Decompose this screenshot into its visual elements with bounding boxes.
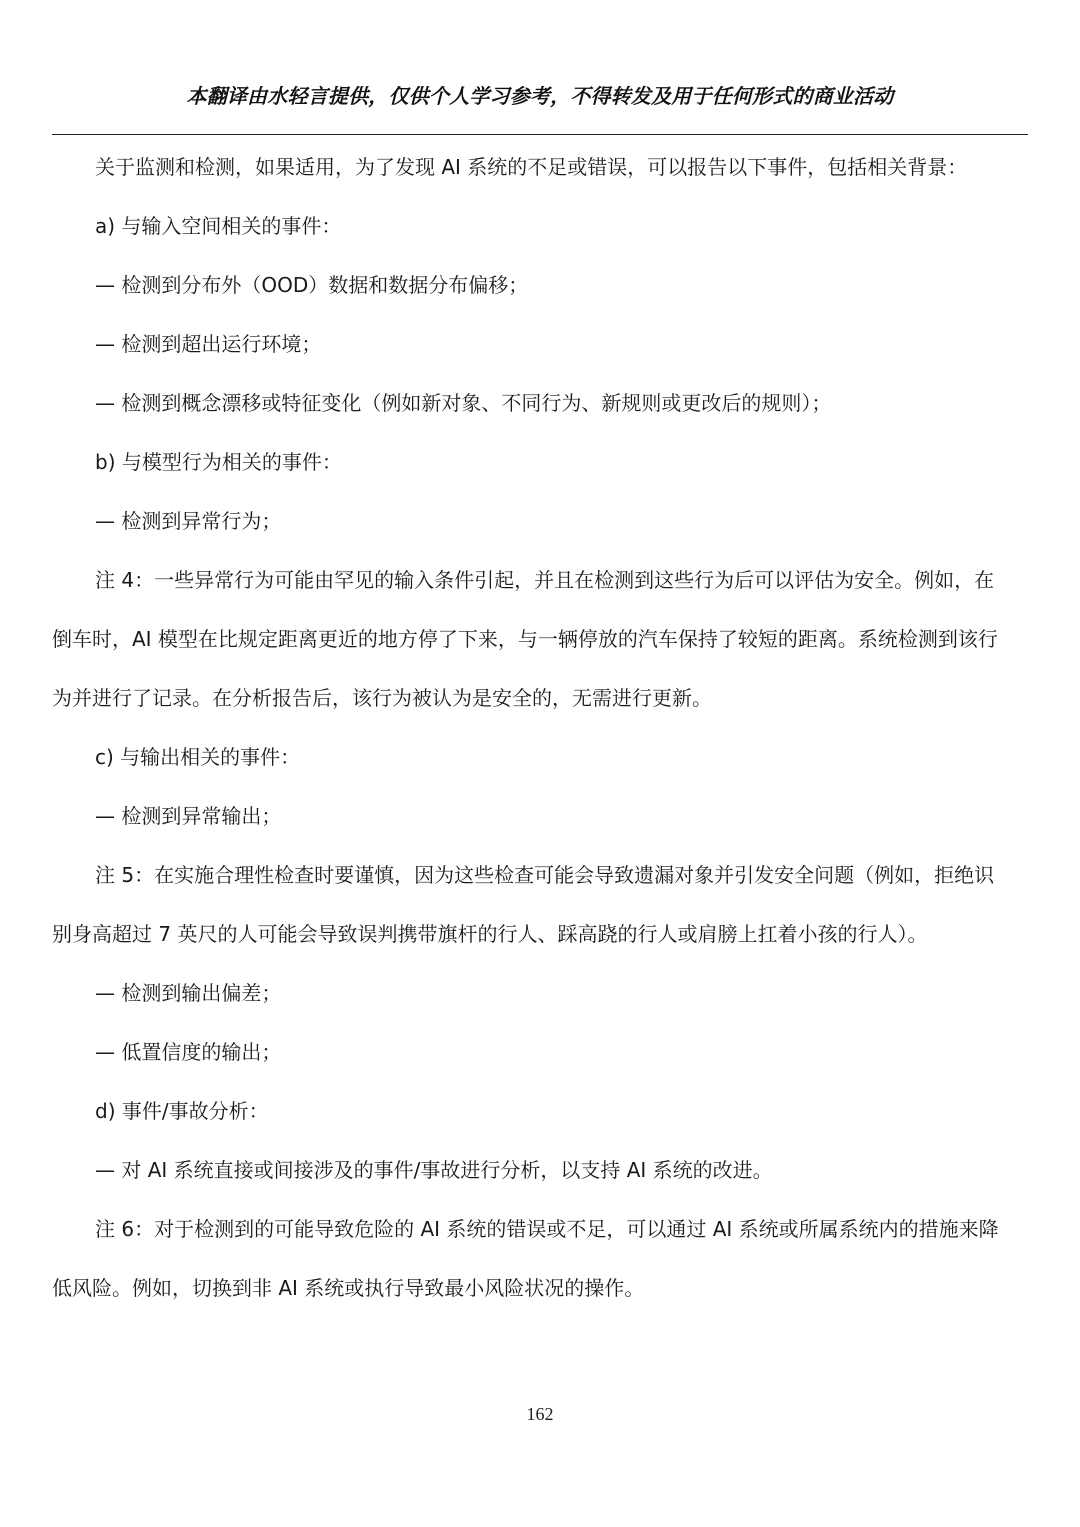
translation-notice-header: 本翻译由水轻言提供，仅供个人学习参考，不得转发及用于任何形式的商业活动: [186, 84, 894, 108]
section-a-heading: a) 与输入空间相关的事件：: [95, 214, 342, 238]
section-c-heading: c) 与输出相关的事件：: [95, 745, 301, 769]
list-item: — 检测到超出运行环境；: [95, 332, 322, 356]
list-item: — 低置信度的输出；: [95, 1040, 282, 1064]
list-item: — 对 AI 系统直接或间接涉及的事件/事故进行分析，以支持 AI 系统的改进。: [95, 1158, 773, 1182]
page-number: 162: [526, 1404, 554, 1424]
section-b-heading: b) 与模型行为相关的事件：: [95, 450, 342, 474]
list-item: — 检测到异常行为；: [95, 509, 282, 533]
document-body: [52, 138, 1010, 1318]
list-item: — 检测到异常输出；: [95, 804, 282, 828]
header-divider: [52, 134, 1028, 135]
section-d-heading: d) 事件/事故分析：: [95, 1099, 269, 1123]
list-item: — 检测到概念漂移或特征变化（例如新对象、不同行为、新规则或更改后的规则）；: [95, 391, 832, 415]
note-5-paragraph: 注 5：在实施合理性检查时要谨慎，因为这些检查可能会导致遗漏对象并引发安全问题（例如，拒绝识别身高超过 7 英尺的人可能会导致误判携带旗杆的行人、踩高跷的行人或肩膀上扛着小孩的行人）。: [52, 863, 995, 946]
note-4-paragraph: 注 4：一些异常行为可能由罕见的输入条件引起，并且在检测到这些行为后可以评估为安全。例如，在倒车时，AI 模型在比规定距离更近的地方停了下来，与一辆停放的汽车保持了较短的距离。系统检测到该行为并进行了记录。在分析报告后，该行为被认为是安全的，无需进行更新。: [52, 568, 998, 710]
note-6-paragraph: 注 6：对于检测到的可能导致危险的 AI 系统的错误或不足，可以通过 AI 系统或所属系统内的措施来降低风险。例如，切换到非 AI 系统或执行导致最小风险状况的操作。: [52, 1217, 999, 1300]
list-item: — 检测到输出偏差；: [95, 981, 282, 1005]
intro-paragraph: 关于监测和检测，如果适用，为了发现 AI 系统的不足或错误，可以报告以下事件，包括相关背景：: [95, 155, 968, 179]
list-item: — 检测到分布外（OOD）数据和数据分布偏移；: [95, 273, 529, 297]
